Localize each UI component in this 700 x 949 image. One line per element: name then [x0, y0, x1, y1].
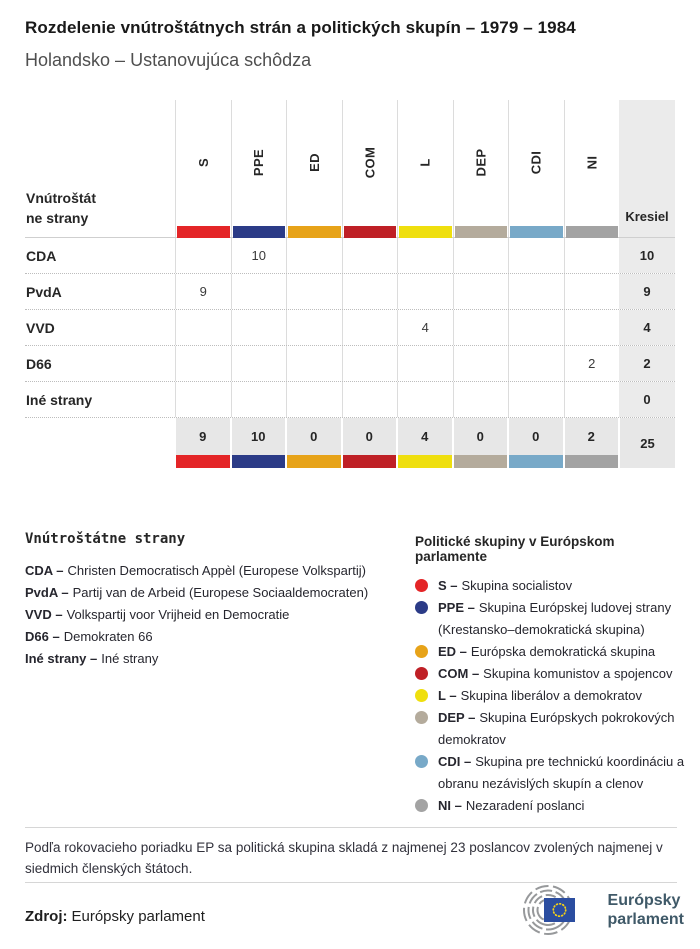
legend-group-item: ED – Európska demokratická skupina — [415, 641, 685, 663]
group-color-bar — [566, 226, 619, 238]
legend-group-item: S – Skupina socialistov — [415, 575, 685, 597]
total-cell-s: 9 — [176, 418, 230, 468]
group-code: NI — [584, 155, 600, 170]
group-color-bar — [398, 455, 452, 468]
row-total: 0 — [619, 382, 675, 417]
legend-party-item: D66 – Demokraten 66 — [25, 629, 153, 644]
group-color-bar — [176, 455, 230, 468]
divider-top — [25, 827, 677, 828]
row-total: 10 — [619, 238, 675, 273]
party-label: VVD — [26, 319, 55, 336]
row-header-label: Vnútroštátne strany — [26, 190, 96, 226]
cell — [397, 382, 453, 417]
group-code: L — [417, 158, 433, 167]
cell — [231, 274, 287, 309]
legend-party-item: VVD – Volkspartij voor Vrijheid en Democratie — [25, 607, 290, 622]
cell — [397, 346, 453, 381]
cell — [231, 310, 287, 345]
group-color-bar — [232, 455, 286, 468]
cell — [342, 382, 398, 417]
cell — [342, 238, 398, 273]
group-color-bar — [344, 226, 397, 238]
cell — [175, 238, 231, 273]
group-color-dot — [415, 689, 428, 702]
column-header-l — [397, 100, 453, 237]
group-code: CDI — [528, 150, 544, 175]
cell — [564, 382, 620, 417]
total-cell-com: 0 — [343, 418, 397, 468]
cell — [286, 310, 342, 345]
cell — [397, 274, 453, 309]
legend-parties-heading: Vnútroštátne strany — [25, 531, 186, 547]
legend-groups-heading: Politické skupiny v Európskom parlamente — [415, 534, 615, 564]
table-row-ine-strany — [25, 382, 675, 418]
source-value: Európsky parlament — [71, 908, 205, 925]
legend-group-item: DEP – Skupina Európskych pokrokových demokratov — [415, 707, 685, 751]
row-total: 2 — [619, 346, 675, 381]
column-header-com — [342, 100, 398, 237]
cell — [453, 274, 509, 309]
group-code: ED — [306, 153, 322, 172]
cell — [453, 238, 509, 273]
table-row-pvda — [25, 274, 675, 310]
group-color-bar — [565, 455, 619, 468]
legend-group-item: L – Skupina liberálov a demokratov — [415, 685, 685, 707]
total-cell-l: 4 — [398, 418, 452, 468]
total-cell-ni: 2 — [565, 418, 619, 468]
cell — [564, 238, 620, 273]
seats-table — [25, 100, 675, 468]
cell — [175, 310, 231, 345]
european-parliament-logo — [510, 883, 684, 937]
table-totals-row — [25, 418, 675, 468]
cell — [286, 238, 342, 273]
party-label: Iné strany — [26, 391, 93, 408]
group-color-bar — [509, 455, 563, 468]
table-header-row — [25, 100, 675, 238]
cell — [286, 274, 342, 309]
cell — [508, 346, 564, 381]
group-color-dot — [415, 711, 428, 724]
column-header-s — [175, 100, 231, 237]
legend-party-item: CDA – Christen Democratisch Appèl (Europese Volkspartij) — [25, 563, 366, 578]
party-label: PvdA — [26, 283, 62, 300]
cell — [286, 382, 342, 417]
group-code: PPE — [251, 148, 267, 177]
group-color-dot — [415, 579, 428, 592]
cell — [508, 382, 564, 417]
cell — [397, 238, 453, 273]
table-row-vvd — [25, 310, 675, 346]
cell — [453, 310, 509, 345]
cell — [175, 346, 231, 381]
group-color-bar — [288, 226, 341, 238]
total-cell-dep: 0 — [454, 418, 508, 468]
table-row-d66 — [25, 346, 675, 382]
legend-political-groups — [415, 534, 685, 817]
legend-group-item: NI – Nezaradení poslanci — [415, 795, 685, 817]
row-total: 4 — [619, 310, 675, 345]
hemicycle-flag-icon — [510, 883, 602, 937]
column-header-ppe — [231, 100, 287, 237]
cell — [453, 346, 509, 381]
logo-wordmark: Európsky parlament — [607, 892, 684, 928]
cell — [231, 346, 287, 381]
cell — [231, 382, 287, 417]
column-header-ed — [286, 100, 342, 237]
group-color-dot — [415, 645, 428, 658]
group-color-dot — [415, 799, 428, 812]
cell — [508, 310, 564, 345]
cell: 2 — [564, 346, 620, 381]
column-header-ni — [564, 100, 620, 237]
group-color-dot — [415, 667, 428, 680]
legend-party-item: PvdA – Partij van de Arbeid (Europese Sociaaldemocraten) — [25, 585, 369, 600]
cell — [342, 274, 398, 309]
cell — [564, 310, 620, 345]
party-label: CDA — [26, 247, 57, 264]
total-cell-ppe: 10 — [232, 418, 286, 468]
group-color-bar — [455, 226, 508, 238]
legend-national-parties — [25, 531, 400, 670]
page-title: Rozdelenie vnútroštátnych strán a politických skupín – 1979 – 1984 — [25, 18, 576, 37]
legend-group-item: PPE – Skupina Európskej ludovej strany (Krestansko–demokratická skupina) — [415, 597, 685, 641]
cell — [564, 274, 620, 309]
legend-group-item: COM – Skupina komunistov a spojencov — [415, 663, 685, 685]
party-label: D66 — [26, 355, 52, 372]
source-line — [25, 908, 205, 925]
cell — [453, 382, 509, 417]
group-color-bar — [510, 226, 563, 238]
group-color-bar — [287, 455, 341, 468]
cell: 9 — [175, 274, 231, 309]
cell — [508, 274, 564, 309]
legend-group-item: CDI – Skupina pre technickú koordináciu a obranu nezávislých skupín a clenov — [415, 751, 685, 795]
cell — [508, 238, 564, 273]
group-color-dot — [415, 755, 428, 768]
cell: 10 — [231, 238, 287, 273]
group-color-bar — [177, 226, 230, 238]
seats-column-header: Kresiel — [619, 100, 675, 237]
group-color-bar — [399, 226, 452, 238]
page-subtitle: Holandsko – Ustanovujúca schôdza — [25, 50, 312, 70]
group-color-bar — [233, 226, 286, 238]
legend-party-item: Iné strany – Iné strany — [25, 651, 159, 666]
cell — [175, 382, 231, 417]
group-color-dot — [415, 601, 428, 614]
footnote: Podľa rokovacieho poriadku EP sa politická skupina skladá z najmenej 23 poslancov zvolených najmenej v siedmich členských štátoch. — [25, 840, 663, 876]
group-code: S — [195, 157, 211, 168]
total-cell-cdi: 0 — [509, 418, 563, 468]
source-label: Zdroj: — [25, 908, 68, 925]
grand-total: 25 — [620, 418, 675, 468]
table-row-cda — [25, 238, 675, 274]
group-code: COM — [362, 146, 378, 179]
cell — [286, 346, 342, 381]
group-color-bar — [454, 455, 508, 468]
column-header-dep — [453, 100, 509, 237]
cell: 4 — [397, 310, 453, 345]
totals-label-spacer — [25, 418, 175, 468]
column-header-cdi — [508, 100, 564, 237]
row-total: 9 — [619, 274, 675, 309]
cell — [342, 346, 398, 381]
cell — [342, 310, 398, 345]
group-code: DEP — [473, 148, 489, 177]
group-color-bar — [343, 455, 397, 468]
total-cell-ed: 0 — [287, 418, 341, 468]
